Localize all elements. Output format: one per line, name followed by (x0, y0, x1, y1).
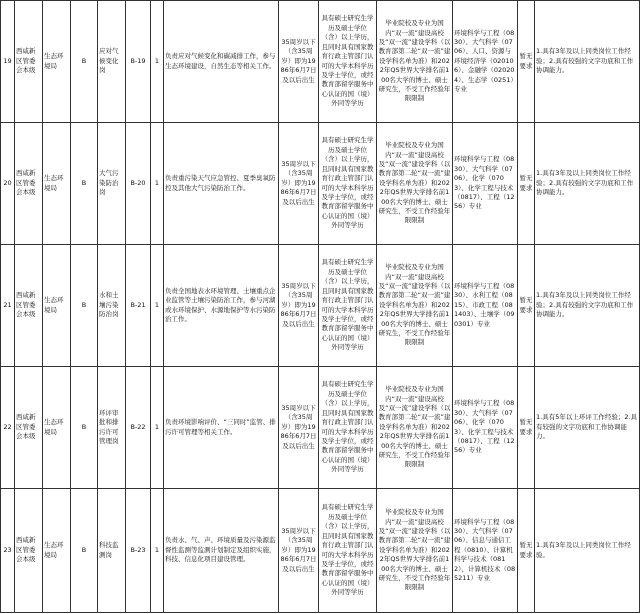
unit-cell (15, 123, 43, 245)
duties-text: 负责水、气、声、环境质量及污染源监督性监测等监测计划制定及组织实施，科技、信息化项目建设管理。 (165, 536, 276, 564)
seq-cell (1, 245, 15, 367)
requirements-cell (535, 245, 640, 367)
table-row (1, 123, 640, 245)
code-text: B-19 (130, 56, 146, 65)
duties-cell (164, 1, 279, 123)
other-text: 暂无要求 (519, 174, 533, 192)
age-text: 35周岁以下（含35周岁）即为1986年6月7日及以后出生 (280, 159, 317, 206)
post-text: 水和土壤污染防治岗 (99, 291, 119, 319)
other-cell (518, 367, 535, 489)
unit-cell (15, 367, 43, 489)
post-text: 大气污染防治岗 (99, 169, 119, 197)
age-text: 35周岁以下（含35周岁）即为1986年6月7日及以后出生 (280, 37, 317, 84)
level-text: B (81, 178, 87, 187)
code-cell (126, 1, 151, 123)
education-cell (319, 245, 377, 367)
level-text: B (81, 300, 87, 309)
level-text: B (81, 56, 87, 65)
other-text: 暂无要求 (519, 52, 533, 70)
school-cell (377, 1, 453, 123)
dept-cell (43, 367, 71, 489)
table-row (1, 367, 640, 489)
education-cell (319, 123, 377, 245)
unit-text: 西咸新区管委会本级 (16, 291, 36, 319)
school-cell (377, 123, 453, 245)
school-cell (377, 245, 453, 367)
seq-cell (1, 489, 15, 613)
duties-cell (164, 123, 279, 245)
major-text: 环境科学与工程（0830）、大气科学（0706）、信息与通信工程（0810）、计算机科学与技术（0812）、计算机技术（085211）专业 (454, 517, 516, 583)
post-cell (98, 489, 126, 613)
education-text: 具有硕士研究生学历及硕士学位（含）以上学历，且同时具有国家教育行政主管部门认可的大学本科学历及学士学位，或经教育部留学服务中心认证的国（境）外同等学历 (321, 503, 374, 597)
table-body (1, 1, 640, 613)
major-text: 环境科学与工程（0830）、大气科学（0706）、化学（0703）、化学工程与技术（0817）、工程（1256）专业 (454, 399, 515, 455)
dept-cell (43, 489, 71, 613)
other-cell (518, 245, 535, 367)
unit-cell (15, 1, 43, 123)
level-text: B (81, 545, 87, 554)
school-text: 毕业院校及专业为国内“双一流”建设高校及“双一流”建设学科（以教育部第二轮“双一流”建设学科名单为准）和2022年QS世界大学排名前100名大学的博士、硕士研究生，不受工作经验年限限制 (378, 141, 451, 225)
post-cell (98, 245, 126, 367)
duties-text: 负责环境影响评价、“三同时”监管、排污许可管理等相关工作。 (165, 418, 276, 436)
unit-text: 西咸新区管委会本级 (16, 536, 36, 564)
post-cell (98, 123, 126, 245)
major-text: 环境科学与工程（0830）、大气科学（0706）、化学（0703）、化学工程与技术（0817）、工程（1256）专业 (454, 155, 515, 211)
major-cell (453, 367, 518, 489)
other-cell (518, 123, 535, 245)
school-text: 毕业院校及专业为国内“双一流”建设高校及“双一流”建设学科（以教育部第二轮“双一流”建设学科名单为准）和2022年QS世界大学排名前100名大学的博士、硕士研究生，不受工作经验年限限制 (378, 385, 451, 469)
other-cell (518, 489, 535, 613)
school-cell (377, 367, 453, 489)
major-cell (453, 489, 518, 613)
duties-text: 负责全国地表水环境管理、土壤重点企业监管等土壤污染防治工作，参与河湖或水环境保护、水源地保护等水污染防治工作。 (165, 286, 276, 323)
seq-cell (1, 123, 15, 245)
requirements-cell (535, 1, 640, 123)
code-cell (126, 245, 151, 367)
code-text: B-23 (130, 545, 146, 554)
dept-text: 生态环境局 (44, 541, 64, 559)
other-cell (518, 1, 535, 123)
count-cell (151, 123, 164, 245)
major-cell (453, 1, 518, 123)
education-text: 具有硕士研究生学历及硕士学位（含）以上学历，且同时具有国家教育行政主管部门认可的大学本科学历及学士学位，或经教育部留学服务中心认证的国（境）外同等学历 (321, 380, 374, 474)
post-text: 应对气候变化岗 (99, 47, 119, 75)
requirements-text: 1.具有3年及以上同类岗位工作经验；2.具有较强的文字功底和工作协调能力。 (536, 47, 634, 75)
major-cell (453, 123, 518, 245)
unit-text: 西咸新区管委会本级 (16, 413, 36, 441)
age-cell (279, 1, 319, 123)
school-cell (377, 489, 453, 613)
requirements-text: 1.具有5年以上环评工作经验；2.具有较强的文字功底和工作协调能力。 (536, 413, 638, 441)
code-text: B-20 (130, 178, 146, 187)
major-cell (453, 245, 518, 367)
count-cell (151, 245, 164, 367)
count-cell (151, 1, 164, 123)
requirements-text: 1.具有3年及以上同类岗位工作经验。 (536, 541, 631, 559)
count-text: 1 (154, 56, 160, 65)
seq-text: 20 (3, 178, 12, 187)
code-text: B-22 (130, 422, 146, 431)
count-text: 1 (154, 300, 160, 309)
dept-cell (43, 245, 71, 367)
age-cell (279, 123, 319, 245)
code-cell (126, 123, 151, 245)
level-text: B (81, 422, 87, 431)
count-cell (151, 367, 164, 489)
duties-text: 负责应对气候变化和碳减排工作，参与生态环境建设，自然生态等相关工作。 (165, 52, 276, 70)
table-row (1, 245, 640, 367)
table-row (1, 489, 640, 613)
count-text: 1 (154, 178, 160, 187)
education-cell (319, 1, 377, 123)
duties-cell (164, 245, 279, 367)
education-text: 具有硕士研究生学历及硕士学位（含）以上学历，且同时具有国家教育行政主管部门认可的大学本科学历及学士学位，或经教育部留学服务中心认证的国（境）外同等学历 (321, 136, 374, 230)
count-text: 1 (154, 422, 160, 431)
other-text: 暂无要求 (519, 418, 533, 436)
count-text: 1 (154, 545, 160, 554)
major-text: 环境科学与工程（0830）、大气科学（0706）、人口、资源与环境经济学（020106）、金融学（020204）、生态学（0251）专业 (454, 28, 515, 94)
level-cell (71, 367, 98, 489)
education-cell (319, 489, 377, 613)
school-text: 毕业院校及专业为国内“双一流”建设高校及“双一流”建设学科（以教育部第二轮“双一流”建设学科名单为准）和2022年QS世界大学排名前100名大学的博士、硕士研究生，不受工作经验年限限制 (378, 263, 451, 347)
school-text: 毕业院校及专业为国内“双一流”建设高校及“双一流”建设学科（以教育部第二轮“双一流”建设学科名单为准）和2022年QS世界大学排名前100名大学的博士、硕士研究生，不受工作经验年限限制 (378, 508, 451, 592)
other-text: 暂无要求 (519, 541, 533, 559)
code-cell (126, 489, 151, 613)
unit-text: 西咸新区管委会本级 (16, 169, 36, 197)
code-text: B-21 (130, 300, 146, 309)
seq-text: 22 (3, 422, 12, 431)
dept-cell (43, 123, 71, 245)
age-text: 35周岁以下（含35周岁）即为1986年6月7日及以后出生 (280, 281, 317, 328)
age-text: 35周岁以下（含35周岁）即为1986年6月7日及以后出生 (280, 526, 317, 573)
seq-text: 21 (3, 300, 12, 309)
duties-text: 负责重污染天气应急管控、夏季臭氧防控及其他大气污染防治工作。 (165, 174, 276, 192)
requirements-cell (535, 489, 640, 613)
age-text: 35周岁以下（含35周岁）即为1986年6月7日及以后出生 (280, 403, 317, 450)
level-cell (71, 123, 98, 245)
dept-text: 生态环境局 (44, 174, 64, 192)
seq-cell (1, 367, 15, 489)
post-text: 科技监测岗 (99, 541, 119, 559)
seq-text: 23 (3, 545, 12, 554)
dept-text: 生态环境局 (44, 52, 64, 70)
code-cell (126, 367, 151, 489)
dept-text: 生态环境局 (44, 296, 64, 314)
dept-cell (43, 1, 71, 123)
requirements-text: 1.具有3年及以上同类岗位工作经验；2.具有较强的文字功底和工作协调能力。 (536, 291, 634, 319)
requirements-cell (535, 123, 640, 245)
requirements-cell (535, 367, 640, 489)
level-cell (71, 1, 98, 123)
level-cell (71, 245, 98, 367)
school-text: 毕业院校及专业为国内“双一流”建设高校及“双一流”建设学科（以教育部第二轮“双一流”建设学科名单为准）和2022年QS世界大学排名前100名大学的博士、硕士研究生，不受工作经验年限限制 (378, 19, 451, 103)
education-cell (319, 367, 377, 489)
post-text: 环评审批和排污许可管理岗 (99, 408, 119, 445)
seq-text: 19 (3, 56, 12, 65)
level-cell (71, 489, 98, 613)
requirements-text: 1.具有3年及以上同类岗位工作经验；2.具有较强的文字功底和工作协调能力。 (536, 169, 634, 197)
unit-text: 西咸新区管委会本级 (16, 47, 36, 75)
unit-cell (15, 489, 43, 613)
education-text: 具有硕士研究生学历及硕士学位（含）以上学历，且同时具有国家教育行政主管部门认可的大学本科学历及学士学位，或经教育部留学服务中心认证的国（境）外同等学历 (321, 14, 374, 108)
post-cell (98, 367, 126, 489)
major-text: 环境科学与工程（0830）、水利工程（0815）、市政工程（081403）、土壤学（090301）专业 (454, 281, 515, 328)
education-text: 具有硕士研究生学历及硕士学位（含）以上学历，且同时具有国家教育行政主管部门认可的大学本科学历及学士学位，或经教育部留学服务中心认证的国（境）外同等学历 (321, 258, 374, 352)
dept-text: 生态环境局 (44, 418, 64, 436)
age-cell (279, 489, 319, 613)
duties-cell (164, 367, 279, 489)
age-cell (279, 367, 319, 489)
unit-cell (15, 245, 43, 367)
age-cell (279, 245, 319, 367)
other-text: 暂无要求 (519, 296, 533, 314)
count-cell (151, 489, 164, 613)
duties-cell (164, 489, 279, 613)
seq-cell (1, 1, 15, 123)
post-cell (98, 1, 126, 123)
table-row (1, 1, 640, 123)
